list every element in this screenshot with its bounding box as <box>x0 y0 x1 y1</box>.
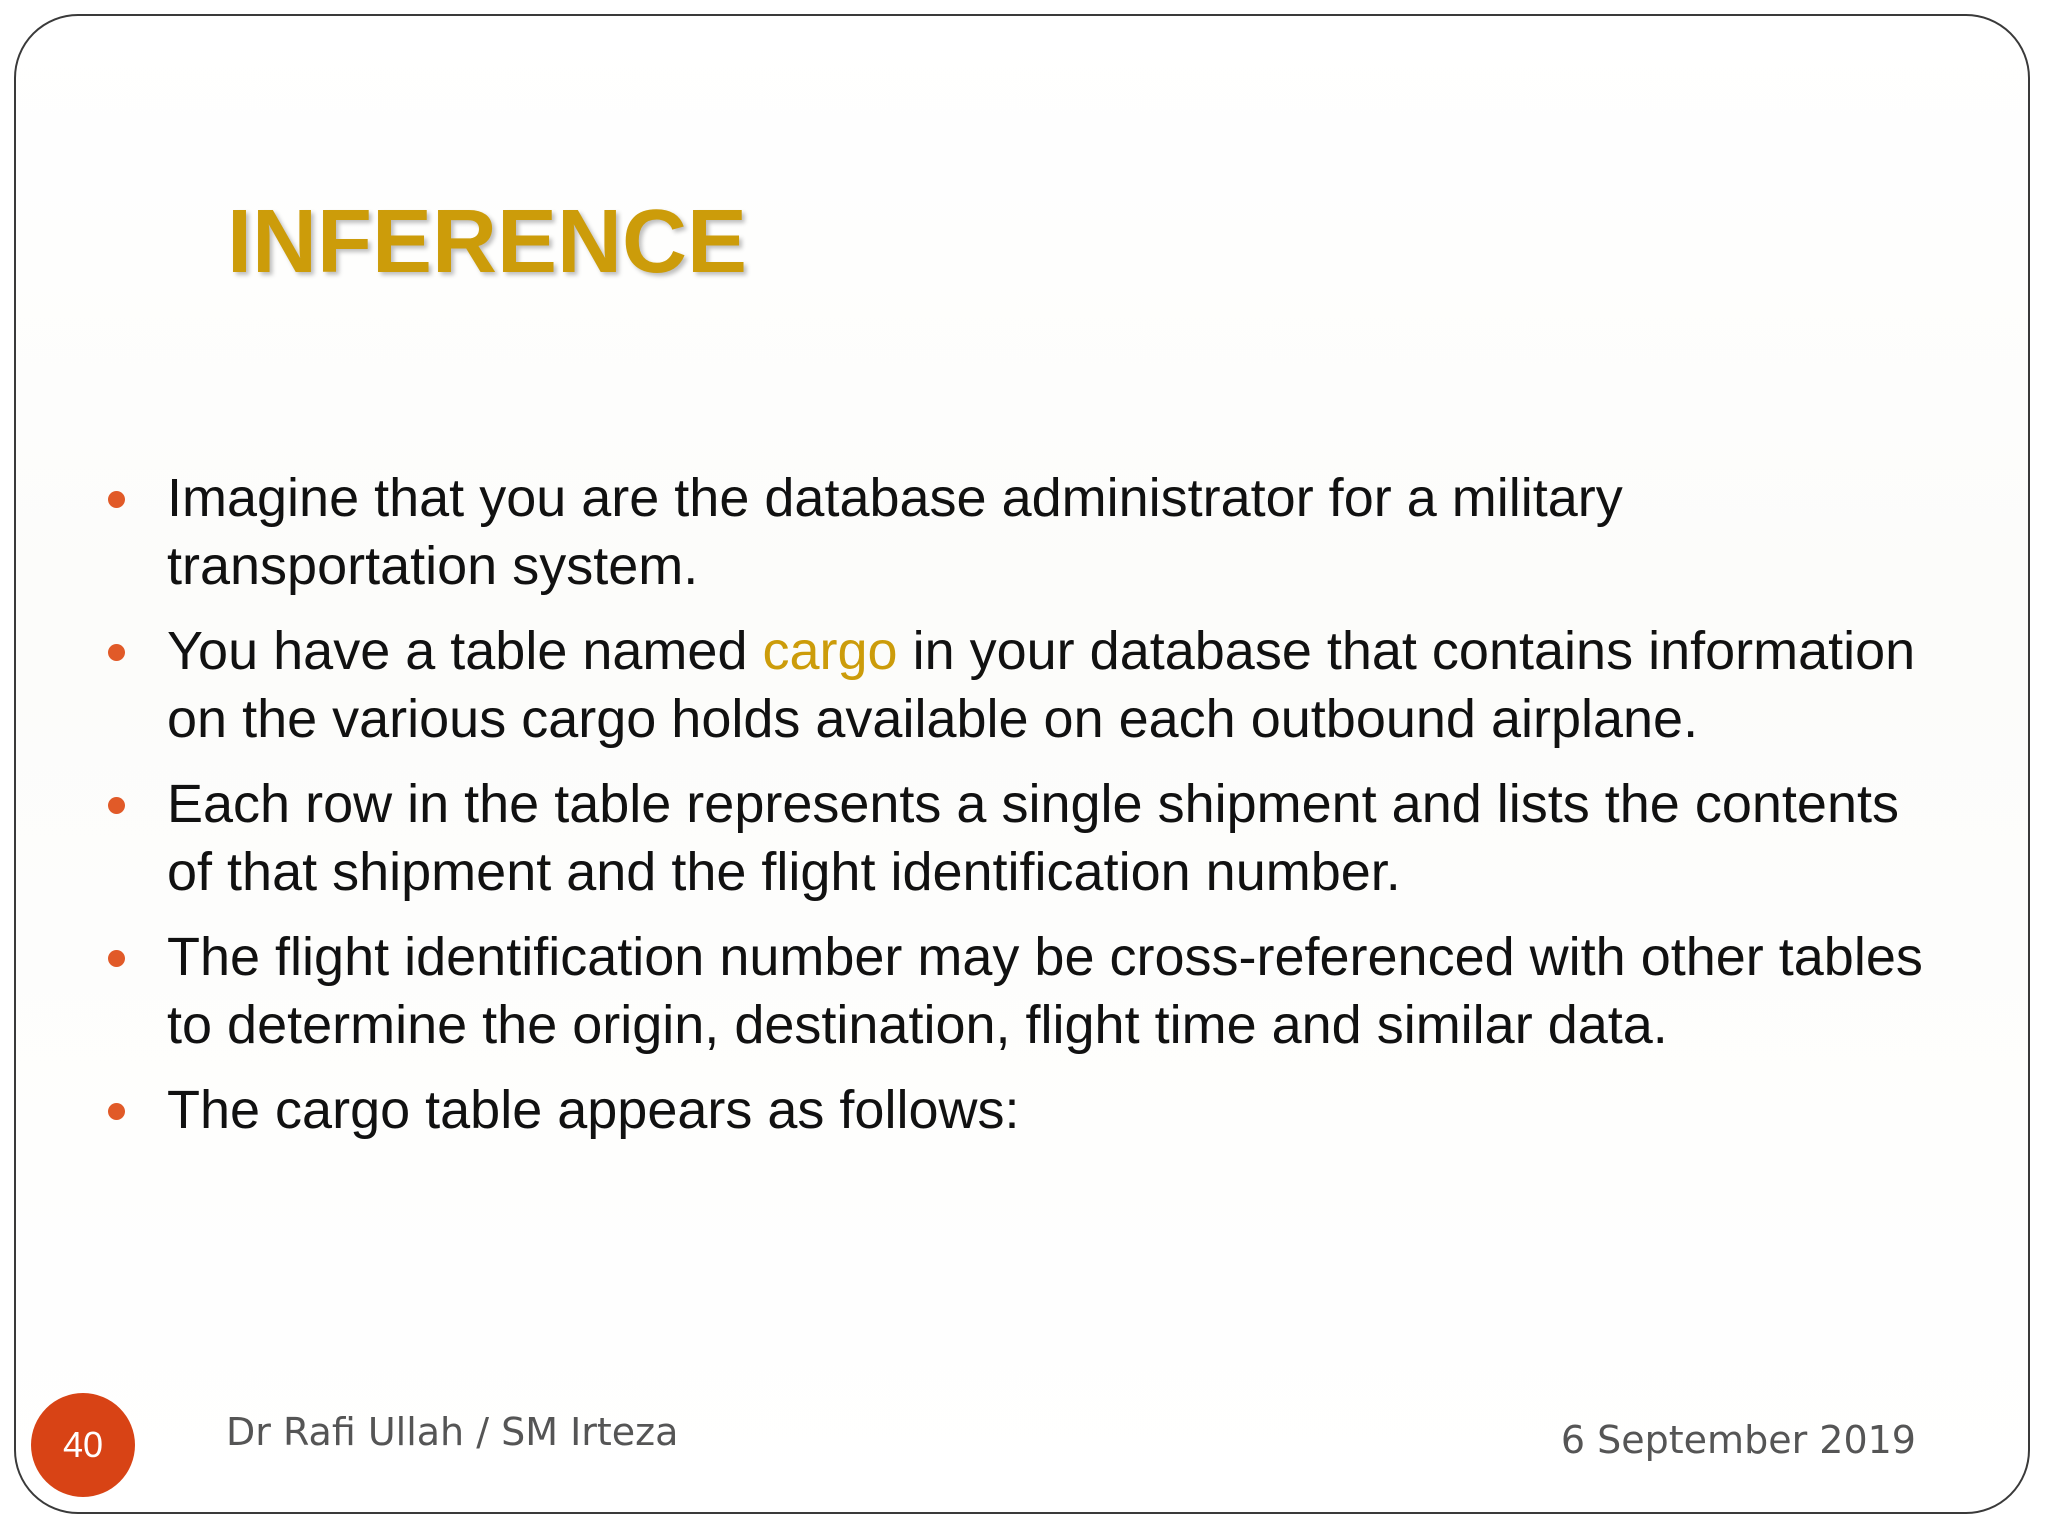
bullet-text: The flight identification number may be cross-referenced with other tables to determine the origin, destination, flight time and similar data. <box>167 927 1923 1055</box>
slide-title: INFERENCE <box>227 192 748 292</box>
bullet-text: The cargo table appears as follows: <box>167 1080 1020 1140</box>
bullet-item <box>105 923 1945 1059</box>
bullet-dot-icon <box>108 1103 125 1120</box>
footer-author: Dr Rafi Ullah / SM Irteza <box>226 1410 679 1454</box>
bullet-text-before: You have a table named <box>167 621 763 681</box>
bullet-item <box>105 617 1945 753</box>
bullet-text: Imagine that you are the database administrator for a military transportation system. <box>167 468 1623 596</box>
bullet-item <box>105 464 1945 600</box>
highlighted-term: cargo <box>762 621 898 681</box>
bullet-item <box>105 770 1945 906</box>
bullet-list <box>105 464 1945 1161</box>
bullet-text-after: in your database that contains information on the various cargo holds available on each outbound airplane. <box>167 621 1916 749</box>
bullet-dot-icon <box>108 950 125 967</box>
footer-date: 6 September 2019 <box>1560 1418 1916 1462</box>
page-number-badge: 40 <box>31 1393 135 1497</box>
bullet-text: Each row in the table represents a single shipment and lists the contents of that shipment and the flight identification number. <box>167 774 1899 902</box>
bullet-item <box>105 1076 1945 1144</box>
bullet-dot-icon <box>108 797 125 814</box>
bullet-dot-icon <box>108 491 125 508</box>
bullet-dot-icon <box>108 644 125 661</box>
